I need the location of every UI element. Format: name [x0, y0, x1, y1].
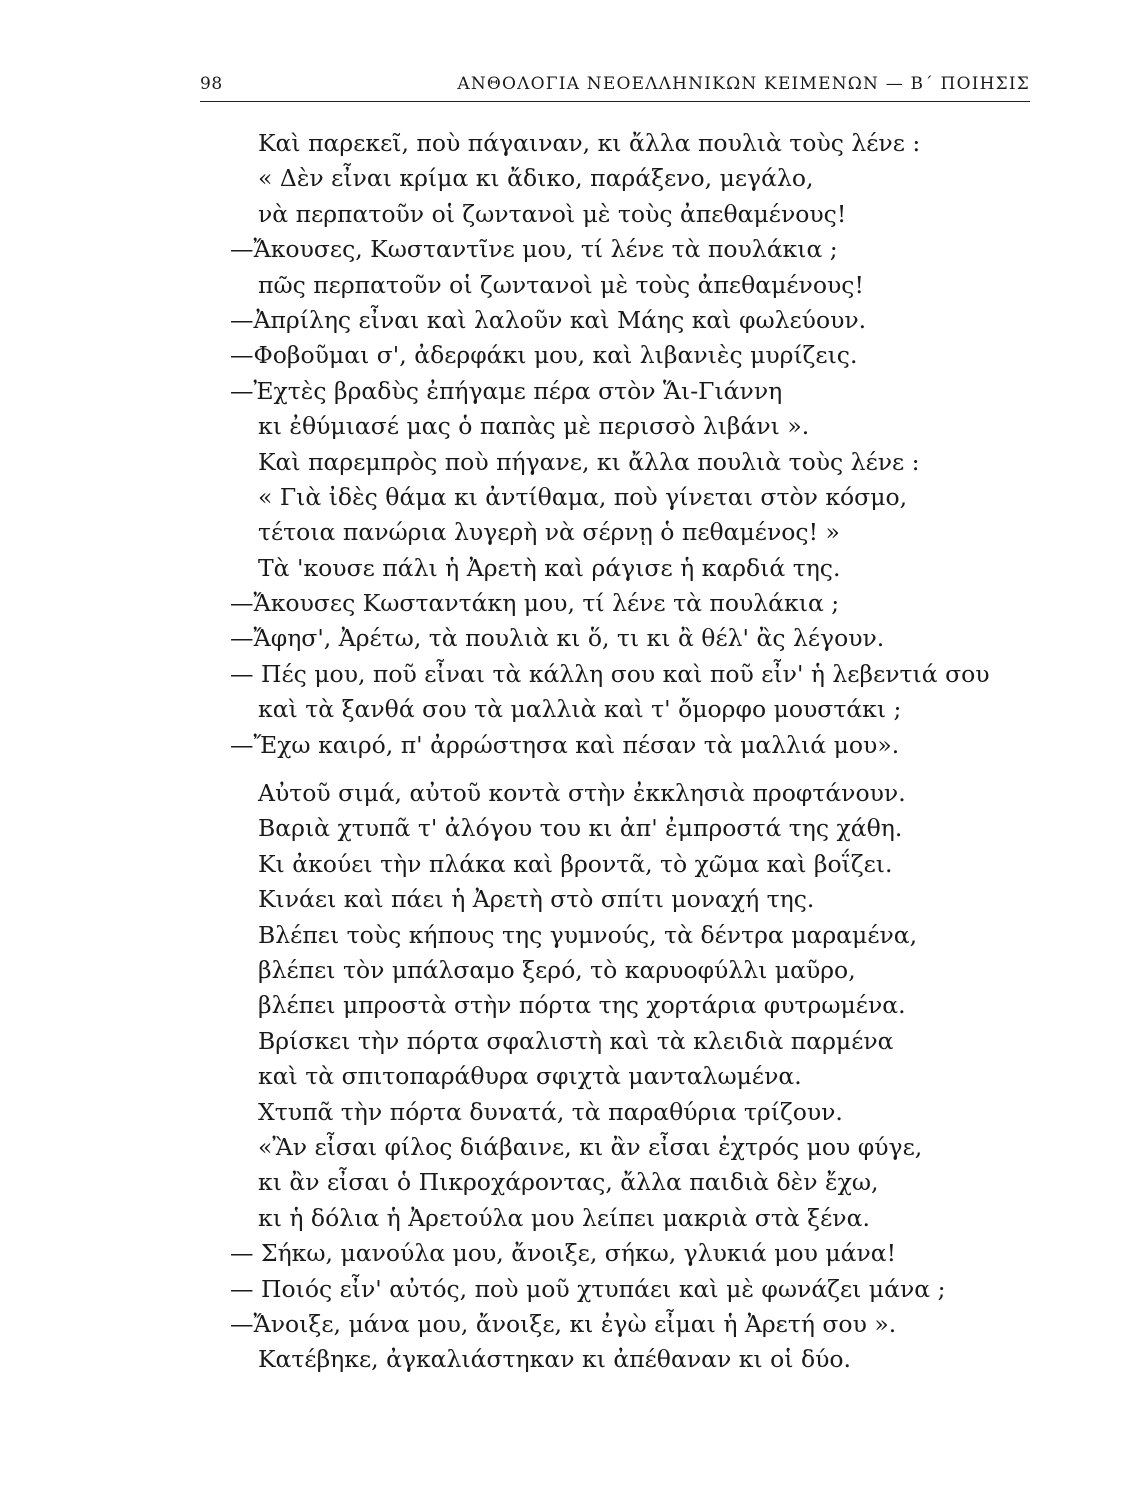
verse-text: — Σήκω, μανούλα μου, ἄνοιξε, σήκω, γλυκιά μου μάνα!: [230, 1239, 897, 1268]
poem-body: [0, 126, 1123, 1378]
verse-text: —Ἄφησ', Ἀρέτω, τὰ πουλιὰ κι ὅ, τι κι ἂ θέλ' ἂς λέγουν.: [230, 624, 885, 653]
verse-line: [0, 515, 1123, 550]
verse-line: [0, 1307, 1123, 1342]
verse-line: [0, 303, 1123, 338]
verse-text: νὰ περπατοῦν οἱ ζωντανοὶ μὲ τοὺς ἀπεθαμένους!: [258, 199, 847, 228]
verse-text: —Ἀπρίλης εἶναι καὶ λαλοῦν καὶ Μάης καὶ φωλεύουν.: [230, 305, 867, 334]
verse-line: [0, 197, 1123, 232]
verse-text: Αὐτοῦ σιμά, αὐτοῦ κοντὰ στὴν ἐκκλησιὰ προφτάνουν.: [258, 779, 906, 808]
verse-text: κι ἡ δόλια ἡ Ἀρετούλα μου λείπει μακριὰ στὰ ξένα.: [258, 1203, 870, 1232]
verse-text: Κινάει καὶ πάει ἡ Ἀρετὴ στὸ σπίτι μοναχή της.: [258, 885, 815, 914]
verse-text: — Ποιός εἶν' αὐτός, ποὺ μοῦ χτυπάει καὶ μὲ φωνάζει μάνα ;: [230, 1274, 946, 1303]
verse-text: « Δὲν εἶναι κρίμα κι ἄδικο, παράξενο, μεγάλο,: [258, 164, 814, 193]
stanza-gap: [0, 763, 1123, 776]
verse-line: [0, 268, 1123, 303]
verse-line: [0, 445, 1123, 480]
verse-line: [0, 847, 1123, 882]
verse-line: [0, 657, 1123, 692]
verse-line: [0, 1342, 1123, 1377]
verse-text: Καὶ παρεμπρὸς ποὺ πήγανε, κι ἄλλα πουλιὰ τοὺς λένε :: [258, 447, 920, 476]
verse-line: [0, 232, 1123, 267]
verse-line: [0, 1059, 1123, 1094]
verse-text: « Γιὰ ἰδὲς θάμα κι ἀντίθαμα, ποὺ γίνεται στὸν κόσμο,: [258, 482, 908, 511]
verse-line: [0, 586, 1123, 621]
verse-line: [0, 409, 1123, 444]
stanza: [0, 776, 1123, 1378]
verse-text: καὶ τὰ ξανθά σου τὰ μαλλιὰ καὶ τ' ὄμορφο μουστάκι ;: [258, 695, 902, 724]
verse-text: Χτυπᾶ τὴν πόρτα δυνατά, τὰ παραθύρια τρίζουν.: [258, 1097, 843, 1126]
verse-line: [0, 374, 1123, 409]
verse-text: πῶς περπατοῦν οἱ ζωντανοὶ μὲ τοὺς ἀπεθαμένους!: [258, 270, 864, 299]
verse-text: «Ἂν εἶσαι φίλος διάβαινε, κι ἂν εἶσαι ἐχτρός μου φύγε,: [258, 1132, 923, 1161]
page-number: 98: [200, 74, 223, 94]
verse-line: [0, 918, 1123, 953]
verse-text: βλέπει μπροστὰ στὴν πόρτα της χορτάρια φυτρωμένα.: [258, 991, 906, 1020]
header-rule: [200, 101, 1030, 102]
running-title: ΑΝΘΟΛΟΓΙΑ ΝΕΟΕΛΛΗΝΙΚΩΝ ΚΕΙΜΕΝΩΝ — Β΄ ΠΟΙΗΣΙΣ: [457, 74, 1030, 94]
verse-text: Βλέπει τοὺς κήπους της γυμνούς, τὰ δέντρα μαραμένα,: [258, 920, 918, 949]
verse-text: καὶ τὰ σπιτοπαράθυρα σφιχτὰ μανταλωμένα.: [258, 1062, 802, 1091]
verse-line: [0, 161, 1123, 196]
verse-line: [0, 728, 1123, 763]
verse-line: [0, 1201, 1123, 1236]
verse-text: —Φοβοῦμαι σ', ἀδερφάκι μου, καὶ λιβανιὲς μυρίζεις.: [230, 341, 858, 370]
verse-text: — Πές μου, ποῦ εἶναι τὰ κάλλη σου καὶ ποῦ εἶν' ἡ λεβεντιά σου: [230, 659, 990, 688]
verse-line: [0, 126, 1123, 161]
verse-text: Καὶ παρεκεῖ, ποὺ πάγαιναν, κι ἄλλα πουλιὰ τοὺς λένε :: [258, 129, 921, 157]
verse-line: [0, 1236, 1123, 1271]
verse-line: [0, 1130, 1123, 1165]
verse-text: Τὰ 'κουσε πάλι ἡ Ἀρετὴ καὶ ράγισε ἡ καρδιά της.: [258, 553, 841, 582]
verse-line: [0, 621, 1123, 656]
verse-line: [0, 692, 1123, 727]
verse-text: βλέπει τὸν μπάλσαμο ξερό, τὸ καρυοφύλλι μαῦρο,: [258, 955, 856, 984]
verse-text: τέτοια πανώρια λυγερὴ νὰ σέρνῃ ὁ πεθαμένος! »: [258, 518, 840, 547]
verse-text: —Ἐχτὲς βραδὺς ἐπήγαμε πέρα στὸν Ἅι-Γιάννη: [230, 376, 783, 405]
verse-line: [0, 1165, 1123, 1200]
verse-line: [0, 776, 1123, 811]
verse-text: κι ἐθύμιασέ μας ὁ παπὰς μὲ περισσὸ λιβάνι ».: [258, 412, 810, 441]
stanza: [0, 126, 1123, 763]
verse-text: —Ἔχω καιρό, π' ἀρρώστησα καὶ πέσαν τὰ μαλλιά μου».: [230, 730, 900, 759]
verse-text: Βαριὰ χτυπᾶ τ' ἀλόγου του κι ἀπ' ἐμπροστά της χάθη.: [258, 814, 903, 843]
page-header: [200, 74, 1030, 98]
verse-text: Κι ἀκούει τὴν πλάκα καὶ βροντᾶ, τὸ χῶμα καὶ βοΐζει.: [258, 849, 893, 878]
verse-line: [0, 882, 1123, 917]
verse-text: κι ἂν εἶσαι ὁ Πικροχάροντας, ἄλλα παιδιὰ δὲν ἔχω,: [258, 1168, 879, 1197]
verse-line: [0, 480, 1123, 515]
verse-text: Βρίσκει τὴν πόρτα σφαλιστὴ καὶ τὰ κλειδιὰ παρμένα: [258, 1026, 894, 1055]
verse-text: Κατέβηκε, ἀγκαλιάστηκαν κι ἀπέθαναν κι οἱ δύο.: [258, 1345, 851, 1374]
verse-line: [0, 551, 1123, 586]
verse-text: —Ἄκουσες Κωσταντάκη μου, τί λένε τὰ πουλάκια ;: [230, 589, 840, 618]
verse-line: [0, 1024, 1123, 1059]
verse-line: [0, 1272, 1123, 1307]
verse-text: —Ἄνοιξε, μάνα μου, ἄνοιξε, κι ἐγὼ εἶμαι ἡ Ἀρετή σου ».: [230, 1309, 897, 1338]
verse-line: [0, 1095, 1123, 1130]
verse-line: [0, 811, 1123, 846]
verse-text: —Ἄκουσες, Κωσταντῖνε μου, τί λένε τὰ πουλάκια ;: [230, 235, 838, 264]
verse-line: [0, 338, 1123, 373]
verse-line: [0, 988, 1123, 1023]
verse-line: [0, 953, 1123, 988]
